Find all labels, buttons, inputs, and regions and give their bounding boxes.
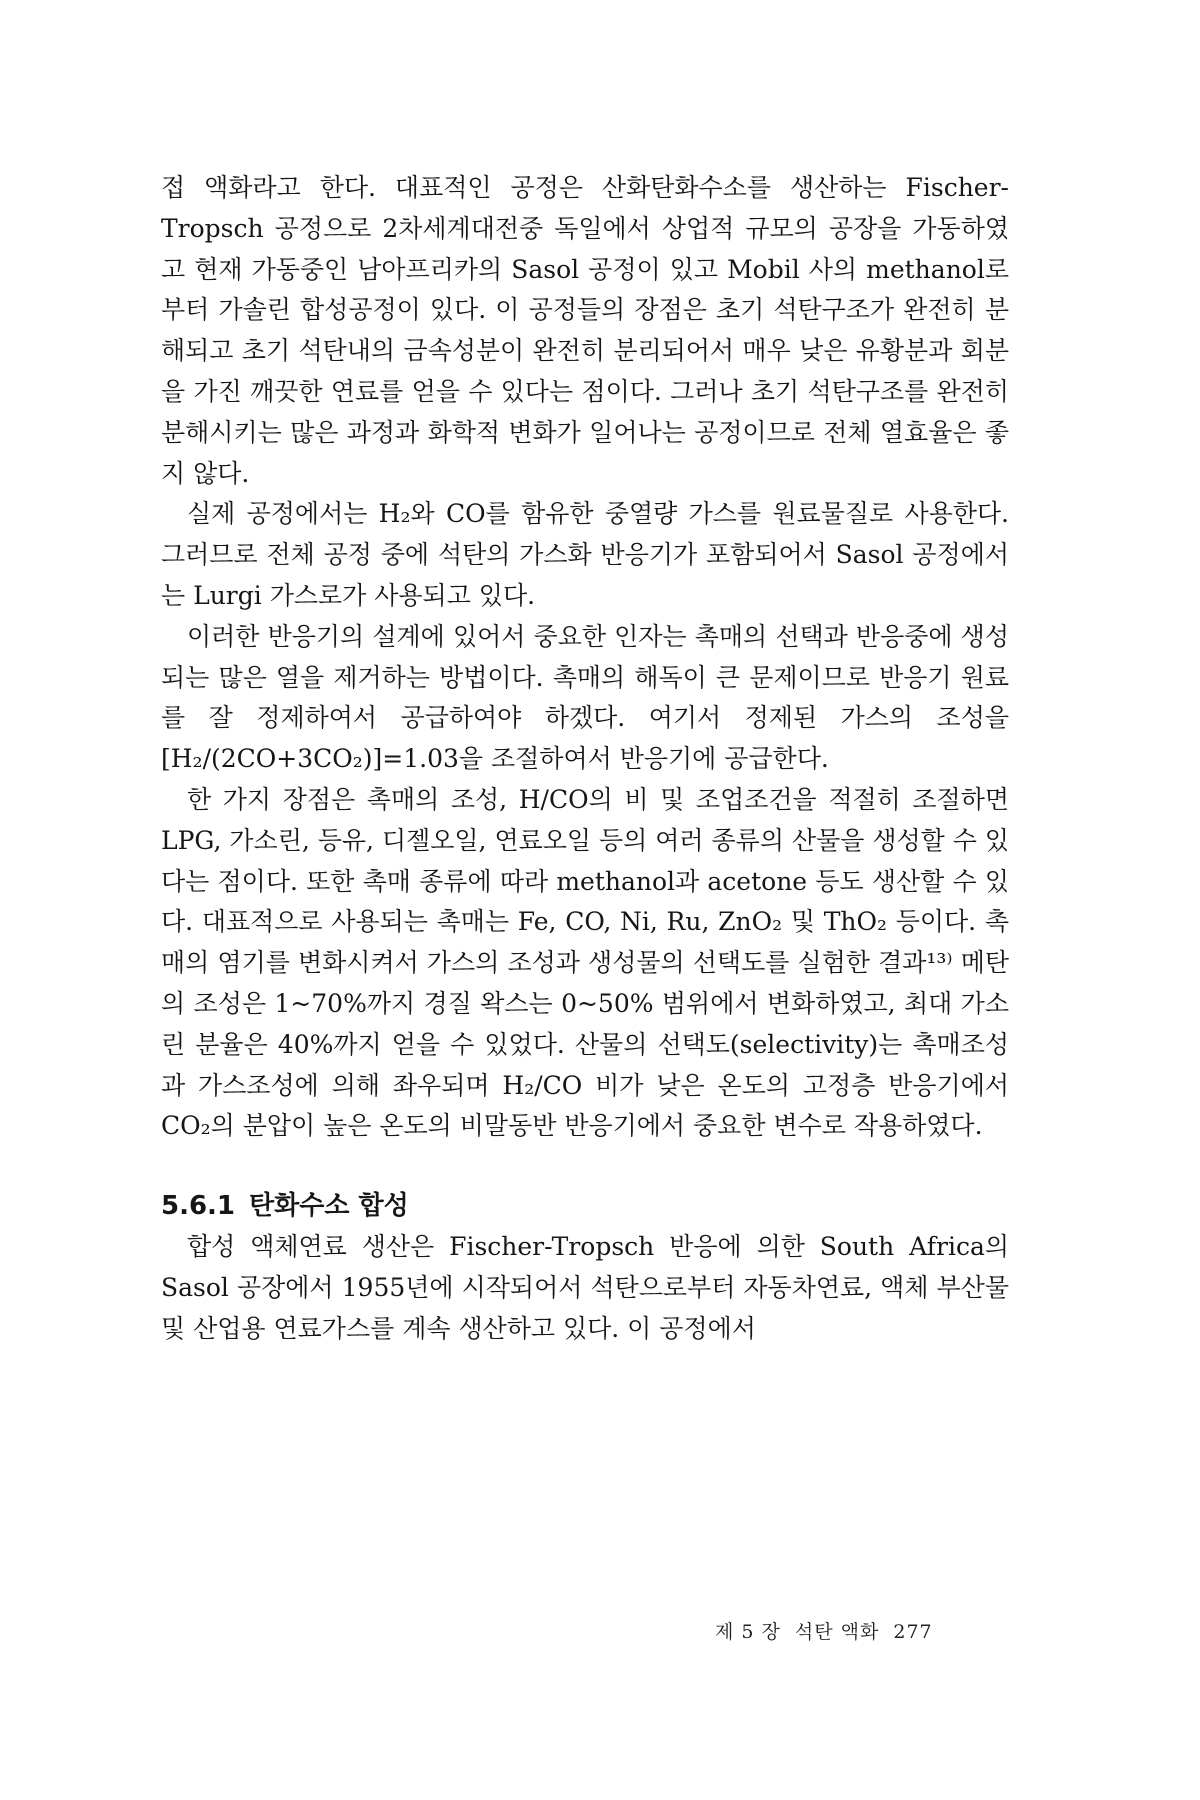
paragraph-catalyst: 한 가지 장점은 촉매의 조성, H/CO의 비 및 조업조건을 적절히 조절하면 LPG, 가소린, 등유, 디젤오일, 연료오일 등의 여러 종류의 산물을 생성할 수 있다는 점이다. 또한 촉매 종류에 따라 methanol과 acetone 등도 생산할 수 있다. 대표적으로 사용되는 촉매는 Fe, CO, Ni, Ru, ZnO₂ 및 ThO₂ 등이다. 촉매의 염기를 변화시켜서 가스의 조성과 생성물의 선택도를 실험한 결과¹³⁾ 메탄의 조성은 1~70%까지 경질 왁스는 0~50% 범위에서 변화하였고, 최대 가소린 분율은 40%까지 얻을 수 있었다. 산물의 선택도(selectivity)는 촉매조성과 가스조성에 의해 좌우되며 H₂/CO 비가 낮은 온도의 고정층 반응기에서 CO₂의 분압이 높은 온도의 비말동반 반응기에서 중요한 변수로 작용하였다. (161, 784, 1009, 1141)
paragraph-feed-gas: 실제 공정에서는 H₂와 CO를 함유한 중열량 가스를 원료물질로 사용한다. 그러므로 전체 공정 중에 석탄의 가스화 반응기가 포함되어서 Sasol 공정에서는 Lurgi 가스로가 사용되고 있다. (161, 499, 1009, 610)
footer-chapter: 제 5 장 (715, 1621, 781, 1643)
section-title: 탄화수소 합성 (249, 1191, 409, 1222)
paragraph-reactor-design: 이러한 반응기의 설계에 있어서 중요한 인자는 촉매의 선택과 반응중에 생성되는 많은 열을 제거하는 방법이다. 촉매의 해독이 큰 문제이므로 반응기 원료를 잘 정제하여서 공급하여야 하겠다. 여기서 정제된 가스의 조성을 [H₂/(2CO+3CO₂)]=1.03을 조절하여서 반응기에 공급한다. (161, 621, 1009, 774)
section-heading (161, 1185, 1009, 1227)
page-body (161, 168, 1009, 1350)
page-footer (715, 1617, 933, 1644)
page-number: 277 (893, 1621, 933, 1643)
paragraph-section-intro: 합성 액체연료 생산은 Fischer-Tropsch 반응에 의한 South Africa의 Sasol 공장에서 1955년에 시작되어서 석탄으로부터 자동차연료, 액체 부산물 및 산업용 연료가스를 계속 생산하고 있다. 이 공정에서 (161, 1232, 1009, 1343)
footer-title: 석탄 액화 (794, 1621, 880, 1643)
paragraph-continuation: 접 액화라고 한다. 대표적인 공정은 산화탄화수소를 생산하는 Fischer-Tropsch 공정으로 2차세계대전중 독일에서 상업적 규모의 공장을 가동하였고 현재 가동중인 남아프리카의 Sasol 공정이 있고 Mobil 사의 methanol로부터 가솔린 합성공정이 있다. 이 공정들의 장점은 초기 석탄구조가 완전히 분해되고 초기 석탄내의 금속성분이 완전히 분리되어서 매우 낮은 유황분과 회분을 가진 깨끗한 연료를 얻을 수 있다는 점이다. 그러나 초기 석탄구조를 완전히 분해시키는 많은 과정과 화학적 변화가 일어나는 공정이므로 전체 열효율은 좋지 않다. (161, 173, 1009, 488)
section-number: 5.6.1 (161, 1191, 236, 1222)
